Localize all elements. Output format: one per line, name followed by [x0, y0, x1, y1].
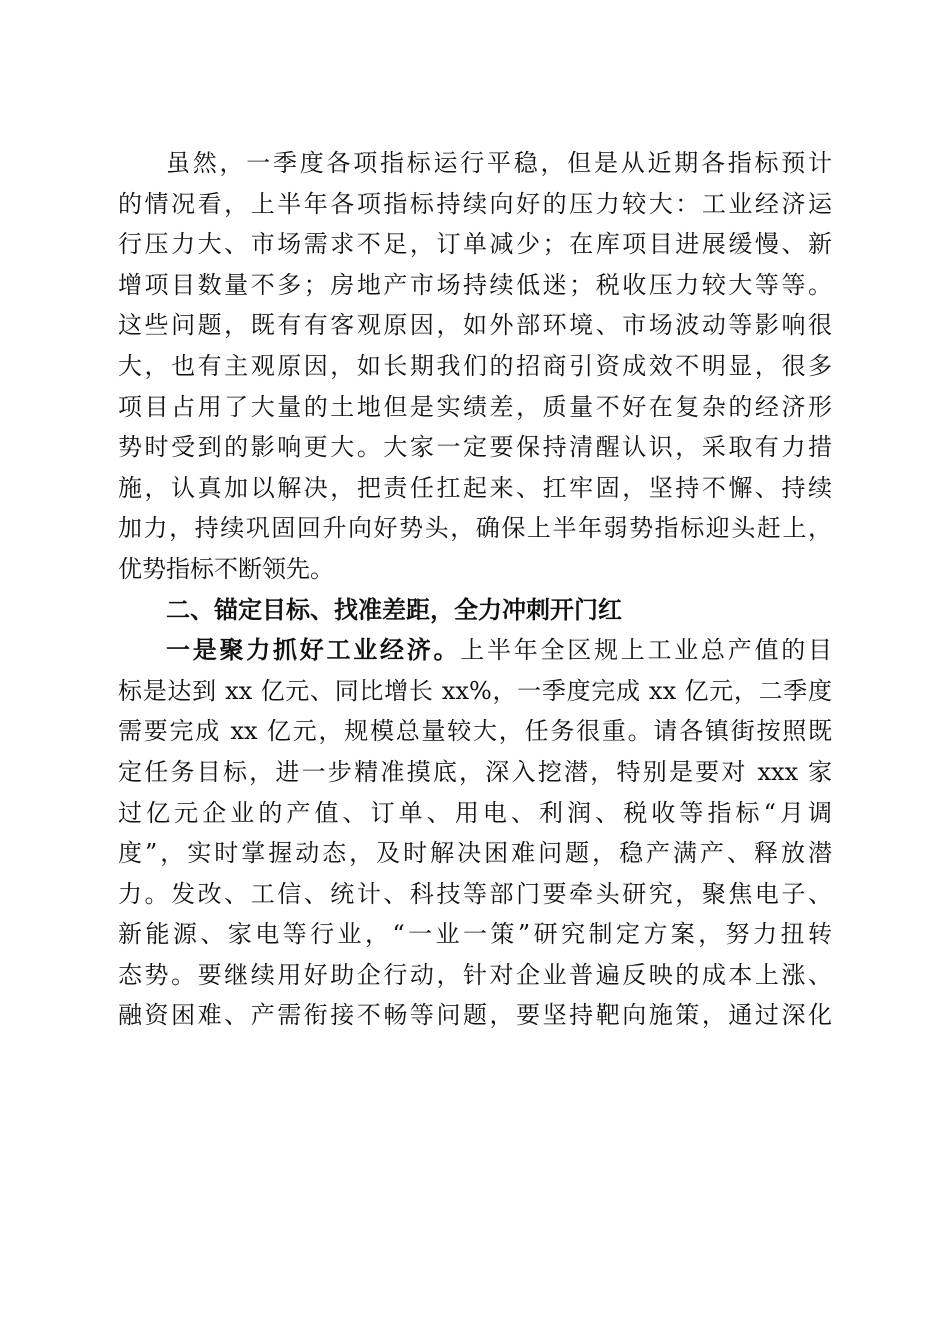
paragraph-line: 优势指标不断领先。	[118, 554, 334, 583]
paragraph-line: 这些问题，既有有客观原因，如外部环境、市场波动等影响很	[118, 311, 832, 340]
paragraph-line: 增项目数量不多；房地产市场持续低迷；税收压力较大等等。	[118, 270, 832, 299]
paragraph-line: 项目占用了大量的土地但是实绩差，质量不好在复杂的经济形	[118, 392, 832, 421]
paragraph-1	[118, 143, 832, 590]
paragraph-line: 标是达到 xx 亿元、同比增长 xx%，一季度完成 xx 亿元，二季度	[118, 676, 832, 705]
paragraph-line: 虽然，一季度各项指标运行平稳，但是从近期各指标预计	[166, 149, 832, 177]
paragraph-line: 大，也有主观原因，如长期我们的招商引资成效不明显，很多	[118, 351, 832, 380]
paragraph-lead: 一是聚力抓好工业经济。	[166, 636, 461, 665]
body-text	[118, 143, 832, 1036]
paragraph-first-line	[118, 630, 832, 671]
paragraph-line: 定任务目标，进一步精准摸底，深入挖潜，特别是要对 xxx 家	[118, 757, 832, 786]
paragraph-line: 融资困难、产需衔接不畅等问题，要坚持靶向施策，通过深化	[118, 1001, 832, 1030]
paragraph-line: 新能源、家电等行业，“一业一策”研究制定方案，努力扭转	[118, 920, 832, 949]
paragraph-line: 过亿元企业的产值、订单、用电、利润、税收等指标“月调	[118, 798, 832, 827]
paragraph-line: 态势。要继续用好助企行动，针对企业普遍反映的成本上涨、	[118, 960, 832, 989]
paragraph-2	[118, 630, 832, 1036]
paragraph-line: 力。发改、工信、统计、科技等部门要牵头研究，聚焦电子、	[118, 879, 832, 908]
paragraph-line: 的情况看，上半年各项指标持续向好的压力较大：工业经济运	[118, 189, 832, 218]
paragraph-line: 度”，实时掌握动态，及时解决困难问题，稳产满产、释放潜	[118, 839, 832, 868]
section-heading: 二、锚定目标、找准差距，全力冲刺开门红	[166, 595, 622, 624]
paragraph-line: 加力，持续巩固回升向好势头，确保上半年弱势指标迎头赶上，	[118, 514, 832, 543]
paragraph-line: 势时受到的影响更大。大家一定要保持清醒认识，采取有力措	[118, 433, 832, 462]
paragraph-first-line-rest: 上半年全区规上工业总产值的目	[460, 636, 832, 665]
paragraph-line: 施，认真加以解决，把责任扛起来、扛牢固，坚持不懈、持续	[118, 473, 832, 502]
paragraph-line: 需要完成 xx 亿元，规模总量较大，任务很重。请各镇街按照既	[118, 717, 832, 746]
paragraph-line: 行压力大、市场需求不足，订单减少；在库项目进展缓慢、新	[118, 230, 832, 259]
